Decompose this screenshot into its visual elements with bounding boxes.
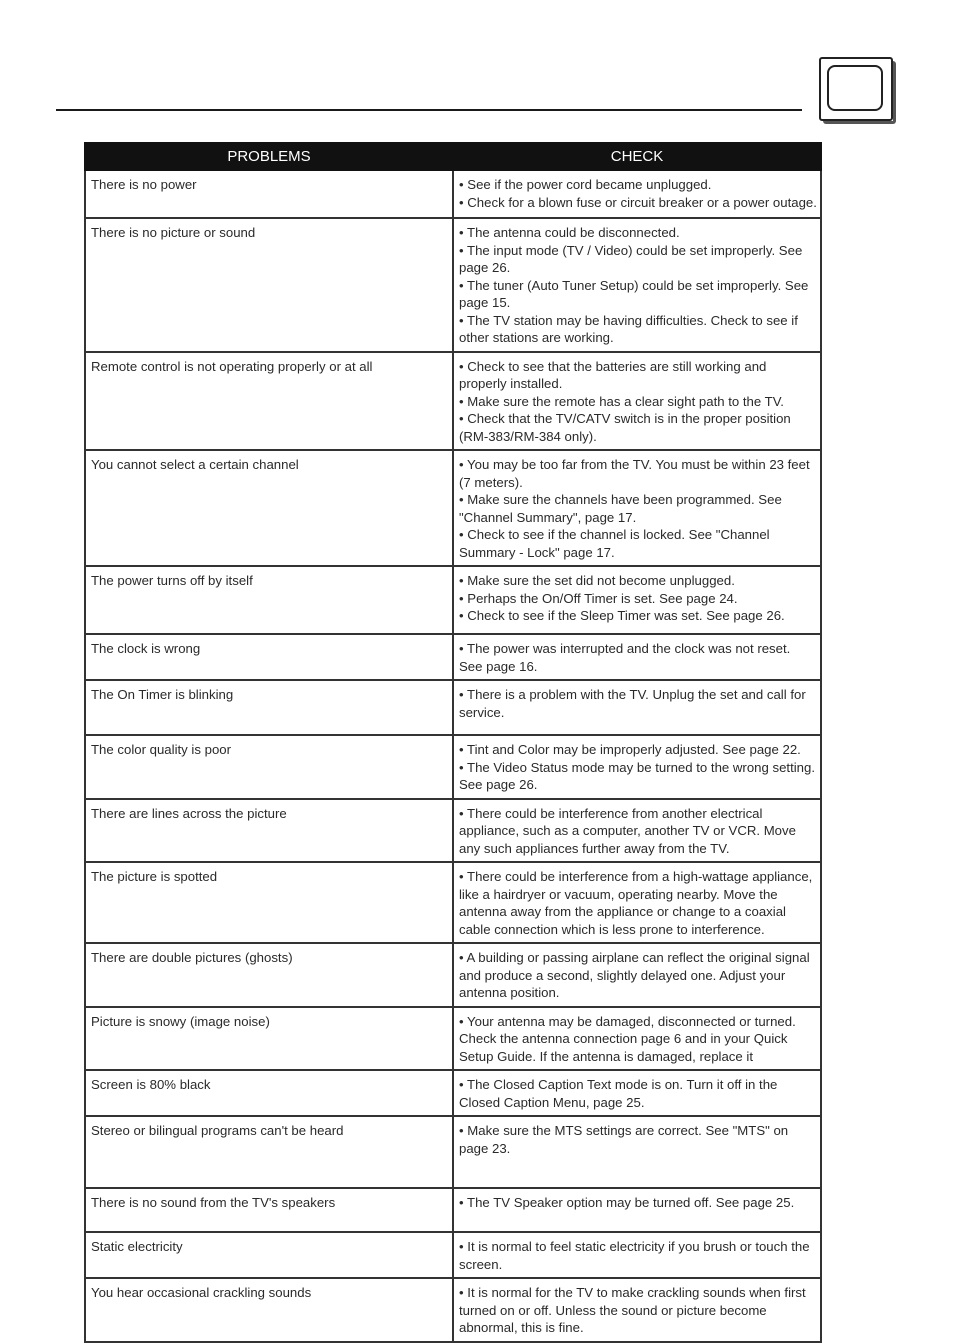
check-cell	[453, 1278, 821, 1342]
check-item: • It is normal for the TV to make crackling sounds when first turned on or off. Unless the sound or picture become abnormal, this is fine.	[459, 1285, 806, 1335]
table-row	[85, 1007, 821, 1071]
check-item: • Check that the TV/CATV switch is in the proper position (RM-383/RM-384 only).	[459, 411, 791, 444]
check-item: • Make sure the set did not become unplugged.	[459, 573, 735, 588]
problem-cell: The power turns off by itself	[85, 566, 453, 634]
table-row	[85, 1188, 821, 1232]
check-item: • Check to see if the Sleep Timer was set. See page 26.	[459, 608, 785, 623]
check-cell	[453, 352, 821, 451]
check-cell	[453, 680, 821, 735]
header-rule	[56, 109, 802, 111]
problem-cell: There is no sound from the TV's speakers	[85, 1188, 453, 1232]
problem-cell: There are lines across the picture	[85, 799, 453, 863]
table-row	[85, 943, 821, 1007]
check-item: • Check to see that the batteries are still working and properly installed.	[459, 358, 767, 391]
check-item: • Check for a blown fuse or circuit breaker or a power outage.	[459, 194, 817, 210]
table-row	[85, 862, 821, 943]
check-item: • It is normal to feel static electricity if you brush or touch the screen.	[459, 1239, 810, 1272]
problem-cell: You cannot select a certain channel	[85, 450, 453, 566]
check-item: • The input mode (TV / Video) could be set improperly. See page 26.	[459, 242, 803, 275]
table-row	[85, 735, 821, 799]
check-item: • There is a problem with the TV. Unplug the set and call for service.	[459, 687, 806, 720]
table-row	[85, 1070, 821, 1116]
check-cell	[453, 1116, 821, 1188]
check-item: • Make sure the channels have been programmed. See "Channel Summary", page 17.	[459, 492, 782, 525]
problem-cell: Stereo or bilingual programs can't be heard	[85, 1116, 453, 1188]
check-cell	[453, 218, 821, 352]
problem-cell: There is no picture or sound	[85, 218, 453, 352]
table-row	[85, 680, 821, 735]
table-row	[85, 1232, 821, 1278]
problems-header: PROBLEMS	[85, 143, 453, 170]
tv-icon	[819, 57, 893, 121]
table-row	[85, 450, 821, 566]
problem-cell: Static electricity	[85, 1232, 453, 1278]
check-cell	[453, 566, 821, 634]
check-cell	[453, 799, 821, 863]
check-item: • There could be interference from another electrical appliance, such as a computer, another TV or VCR. Move any such appliances further away from the TV.	[459, 805, 796, 856]
problem-cell: Picture is snowy (image noise)	[85, 1007, 453, 1071]
check-item: • Make sure the MTS settings are correct. See "MTS" on page 23.	[459, 1123, 789, 1156]
table-row	[85, 1116, 821, 1188]
table-header-row	[85, 143, 821, 170]
check-header: CHECK	[453, 143, 821, 170]
problem-cell: There are double pictures (ghosts)	[85, 943, 453, 1007]
check-item: • Check to see if the channel is locked. See "Channel Summary - Lock" page 17.	[459, 527, 770, 560]
check-cell	[453, 1070, 821, 1116]
check-cell	[453, 634, 821, 680]
problem-cell: Remote control is not operating properly or at all	[85, 352, 453, 451]
table-row	[85, 1278, 821, 1342]
check-cell	[453, 170, 821, 218]
table-row	[85, 566, 821, 634]
table-row	[85, 170, 821, 218]
problem-cell: You hear occasional crackling sounds	[85, 1278, 453, 1342]
check-item: • A building or passing airplane can reflect the original signal and produce a second, slightly delayed one. Adjust your antenna position.	[459, 950, 810, 1000]
check-cell	[453, 450, 821, 566]
table-row	[85, 218, 821, 352]
problem-cell: There is no power	[85, 170, 453, 218]
check-cell	[453, 735, 821, 799]
check-cell	[453, 1188, 821, 1232]
troubleshooting-table	[84, 142, 822, 1343]
problem-cell: The picture is spotted	[85, 862, 453, 943]
check-cell	[453, 1007, 821, 1071]
check-item: • Tint and Color may be improperly adjusted. See page 22.	[459, 742, 801, 757]
check-item: • You may be too far from the TV. You must be within 23 feet (7 meters).	[459, 457, 810, 490]
table-row	[85, 352, 821, 451]
check-item: • See if the power cord became unplugged.	[459, 177, 712, 192]
check-item: • The Video Status mode may be turned to the wrong setting. See page 26.	[459, 759, 816, 792]
problem-cell: The color quality is poor	[85, 735, 453, 799]
problem-cell: Screen is 80% black	[85, 1070, 453, 1116]
table-row	[85, 799, 821, 863]
check-item: • The TV Speaker option may be turned off. See page 25.	[459, 1195, 795, 1210]
table-row	[85, 634, 821, 680]
check-item: • There could be interference from a high-wattage appliance, like a hairdryer or vacuum, operating nearby. Move the antenna away from the appliance or change to a coaxial cable connection which is less prone to interference.	[459, 869, 813, 937]
check-item: • The antenna could be disconnected.	[459, 225, 680, 240]
check-item: • The power was interrupted and the clock was not reset. See page 16.	[459, 641, 791, 674]
check-item: • Your antenna may be damaged, disconnected or turned. Check the antenna connection page 6 and in your Quick Setup Guide. If the antenna is damaged, replace it	[459, 1013, 796, 1064]
check-item: • The tuner (Auto Tuner Setup) could be set improperly. See page 15.	[459, 277, 809, 310]
check-item: • Make sure the remote has a clear sight path to the TV.	[459, 393, 784, 409]
problem-cell: The clock is wrong	[85, 634, 453, 680]
check-item: • Perhaps the On/Off Timer is set. See page 24.	[459, 590, 738, 606]
problem-cell: The On Timer is blinking	[85, 680, 453, 735]
check-item: • The TV station may be having difficulties. Check to see if other stations are working.	[459, 312, 798, 345]
check-cell	[453, 943, 821, 1007]
check-cell	[453, 1232, 821, 1278]
check-cell	[453, 862, 821, 943]
check-item: • The Closed Caption Text mode is on. Turn it off in the Closed Caption Menu, page 25.	[459, 1077, 778, 1110]
